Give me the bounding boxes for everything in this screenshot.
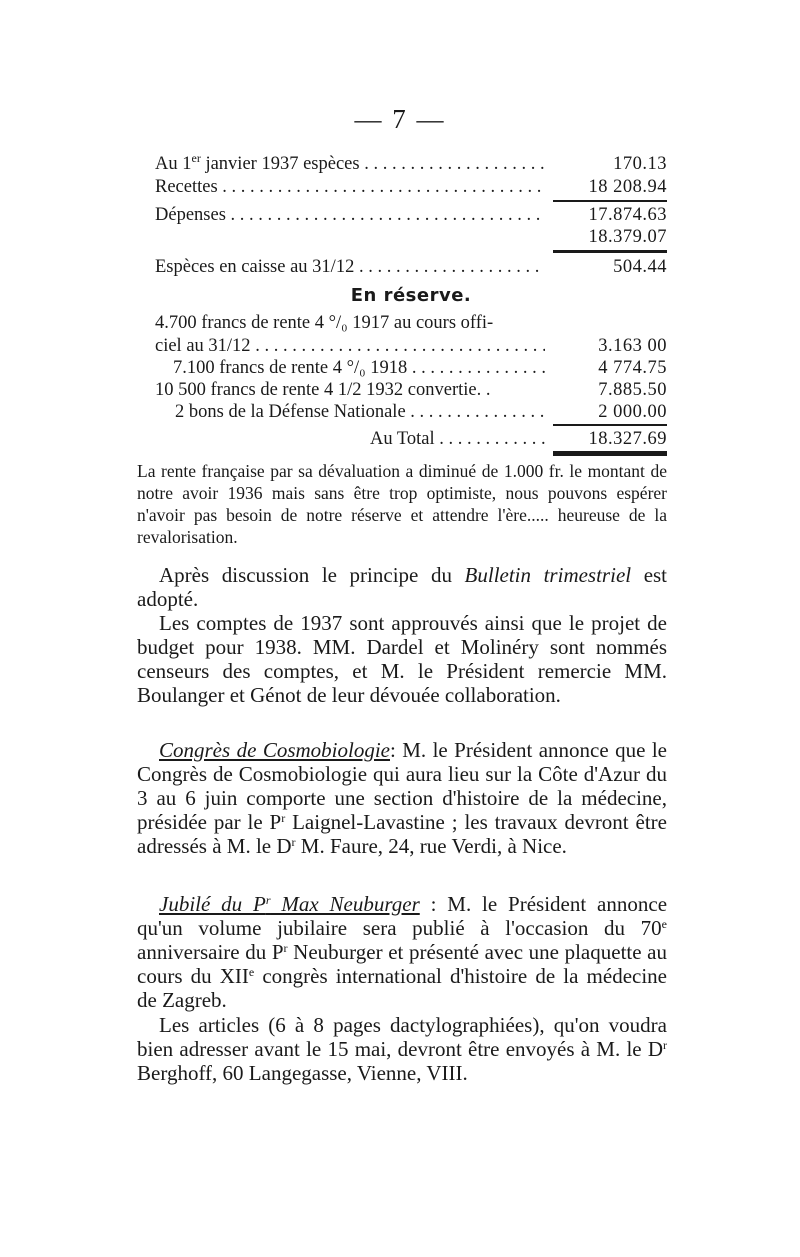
account-label: 2 bons de la Défense Nationale . . . [155,402,545,423]
account-amount: 7.885.50 [598,380,667,400]
paragraph-jubile: Jubilé du $P^r$ Max Neuburger : M. le Président annonce qu'un volume jubilaire sera publié à l'occasion du 70e anniversaire du $P^r$ Neuburger et présenté avec une plaquette au cours du XIIe congrès international d'histoire de la médecine de Zagreb. [137,892,668,1012]
account-recettes-row [155,177,667,199]
paragraph-cosmobiologie: Congrès de Cosmobiologie: M. le Président annonce que le Congrès de Cosmobiologie qui aura lieu sur la Côte d'Azur du 3 au 6 juin comporte une section d'histoire de la médecine, présidée par le $P^r$ Laignel-Lavastine ; les travaux devront être adressés à M. le $D^r$ M. Faure, 24, rue Verdi, à Nice. [137,738,667,858]
account-label: Dépenses . . . [155,205,545,226]
note-paragraph: La rente française par sa dévaluation a diminué de 1.000 fr. le montant de notre avoir 1936 mais sans être trop optimiste, nous pouvons espérer n'avoir pas besoin de notre réserve et attendre l'ère..... heureuse de la revalorisation. [137,461,667,547]
sum-rule [553,200,667,202]
account-caisse-row [155,257,667,279]
account-label: ciel au 31/12 . . . [155,336,545,357]
reserve-item-4 [155,402,667,424]
account-label: 10 500 francs de rente 4 1/2 1932 convertie. . [155,380,491,400]
account-opening-row [155,154,667,176]
total-amount: 18.327.69 [588,429,667,449]
account-amount: 4 774.75 [598,358,667,378]
total-label: Au Total . . . [155,429,545,450]
account-amount: 18.379.07 [588,227,667,247]
sum-rule [553,424,667,426]
paragraph-bulletin: Après discussion le principe du Bulletin trimestriel est adopté. [137,563,668,611]
double-rule [553,250,667,253]
reserve-item-1-line-1: 4.700 francs de rente 4 °/₀ 1917 au cours offi- [155,313,494,333]
page-number: — 7 — [354,104,446,134]
paragraph-articles: Les articles (6 à 8 pages dactylographiées), qu'on voudra bien adresser avant le 15 mai, devront être envoyés à M. le $D^r$ Berghoff, 60 Langegasse, Vienne, VIII. [137,1013,667,1085]
paragraph-comptes: Les comptes de 1937 sont approuvés ainsi que le projet de budget pour 1938. MM. Dardel et Molinéry sont nommés censeurs des comptes, et M. le Président remercie MM. Boulanger et Génot de leur dévouée collaboration. [137,611,667,707]
account-amount: 504.44 [613,257,667,277]
account-subtotal-row [155,227,667,249]
section-heading-reserve: En réserve. [350,285,472,306]
account-label: Espèces en caisse au 31/12 . . . [155,257,545,278]
account-label: Au 1er janvier 1937 espèces . . . [155,154,545,175]
account-label: Recettes . . . [155,177,545,198]
account-depenses-row [155,205,667,227]
account-amount: 170.13 [613,154,667,174]
total-double-rule [553,451,667,456]
reserve-item-3 [155,380,667,402]
reserve-item-2 [155,358,667,380]
account-label: 7.100 francs de rente 4 °/₀ 1918 . . . [155,358,545,379]
account-amount: 3.163 00 [598,336,667,356]
reserve-total-row [155,429,667,451]
reserve-item-1-line-2 [155,336,667,358]
account-amount: 17.874.63 [588,205,667,225]
account-amount: 2 000.00 [598,402,667,422]
account-amount: 18 208.94 [588,177,667,197]
